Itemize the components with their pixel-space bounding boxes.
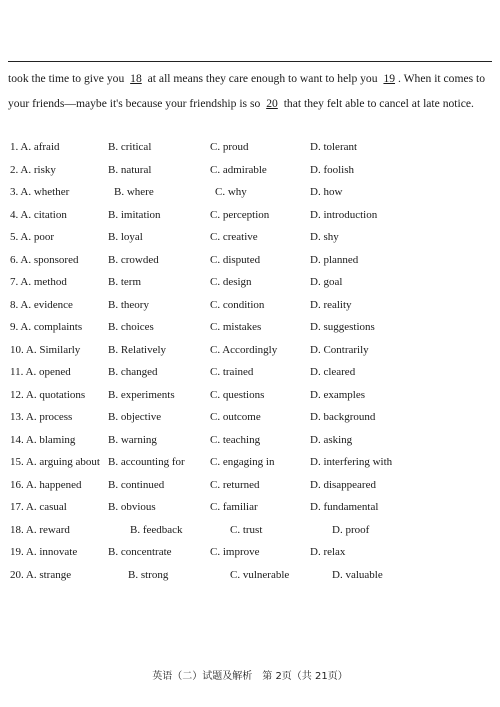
option-text: A. whether [20, 186, 70, 198]
question-number: 5. [10, 231, 19, 243]
question-number: 7. [10, 276, 19, 288]
page-footer: 英语（二）试题及解析 第 2页（共 21页） [152, 671, 348, 682]
option-text: A. method [20, 276, 67, 288]
option-text: A. sponsored [20, 253, 79, 266]
option-a [10, 519, 70, 542]
option-a [10, 339, 80, 362]
question-row [10, 496, 490, 519]
option-c: C. proud [210, 141, 249, 153]
option-text: A. poor [20, 231, 55, 243]
option-a [10, 541, 77, 564]
question-row [10, 519, 490, 542]
option-text: A. complaints [20, 321, 83, 333]
passage-segment-3: . When it comes to your friends—maybe it's because your friendship is so [8, 72, 486, 110]
option-d: D. tolerant [310, 141, 358, 153]
option-c: C. why [215, 186, 247, 198]
question-row [10, 294, 490, 317]
option-a [10, 474, 82, 497]
option-text: A. Similarly [25, 343, 81, 356]
option-a [10, 136, 60, 159]
question-number: 14. [10, 433, 24, 446]
option-d: D. goal [310, 276, 343, 288]
question-row [10, 361, 490, 384]
question-row [10, 406, 490, 429]
option-d: D. fundamental [310, 501, 379, 513]
blank-18: 18 [130, 72, 142, 85]
passage-segment-4: that they felt able to cancel at late notice. [283, 97, 474, 110]
option-c: C. questions [210, 388, 265, 401]
question-number: 8. [10, 298, 19, 311]
option-text: A. casual [25, 501, 67, 513]
question-number: 19. [10, 546, 24, 558]
question-number: 12. [10, 388, 24, 401]
option-a [10, 249, 78, 272]
question-row [10, 249, 490, 272]
option-b: B. critical [108, 141, 152, 153]
option-a [10, 451, 100, 474]
question-number: 11. [10, 366, 24, 378]
option-c: C. trust [230, 523, 263, 536]
option-a [10, 429, 75, 452]
option-c: C. condition [210, 298, 265, 311]
option-d: D. Contrarily [310, 343, 369, 356]
passage-text [8, 66, 492, 116]
top-divider [8, 61, 492, 62]
option-text: A. risky [20, 163, 56, 176]
option-b: B. Relatively [108, 343, 167, 356]
option-b: B. experiments [108, 388, 175, 401]
question-number: 16. [10, 478, 24, 491]
question-row [10, 339, 490, 362]
option-d: D. introduction [310, 208, 378, 221]
question-number: 13. [10, 411, 24, 423]
option-a [10, 226, 54, 249]
option-c: C. creative [210, 231, 258, 243]
question-number: 15. [10, 456, 24, 468]
question-row [10, 226, 490, 249]
question-list [10, 136, 490, 586]
option-b: B. natural [108, 163, 152, 176]
option-c: C. engaging in [210, 456, 275, 468]
option-a [10, 496, 67, 519]
option-text: A. citation [20, 208, 67, 221]
option-b: B. crowded [108, 253, 159, 266]
question-row [10, 429, 490, 452]
option-a [10, 361, 71, 384]
question-row [10, 384, 490, 407]
option-a [10, 406, 72, 429]
option-a [10, 564, 71, 587]
option-d: D. cleared [310, 366, 356, 378]
option-text: A. opened [25, 366, 71, 378]
option-d: D. reality [310, 298, 352, 311]
option-text: A. quotations [25, 388, 86, 401]
option-c: C. perception [210, 208, 270, 221]
question-number: 9. [10, 321, 19, 333]
option-b: B. obvious [108, 501, 156, 513]
option-d: D. how [310, 186, 343, 198]
option-d: D. planned [310, 253, 359, 266]
option-a [10, 204, 67, 227]
option-d: D. interfering with [310, 456, 393, 468]
option-c: C. design [210, 276, 252, 288]
option-d: D. disappeared [310, 478, 376, 491]
option-text: A. strange [25, 568, 72, 581]
option-text: A. reward [25, 523, 70, 536]
option-c: C. returned [210, 478, 260, 491]
option-a [10, 271, 67, 294]
question-number: 20. [10, 568, 24, 581]
option-c: C. teaching [210, 433, 261, 446]
option-c: C. mistakes [210, 321, 262, 333]
question-number: 17. [10, 501, 24, 513]
question-row [10, 316, 490, 339]
question-row [10, 451, 490, 474]
option-b: B. imitation [108, 208, 161, 221]
question-number: 1. [10, 141, 19, 153]
question-number: 2. [10, 163, 19, 176]
option-b: B. objective [108, 411, 162, 423]
option-text: A. happened [25, 478, 82, 491]
option-text: A. evidence [20, 298, 73, 311]
question-row [10, 541, 490, 564]
question-row [10, 181, 490, 204]
option-d: D. asking [310, 433, 353, 446]
passage-segment-1: took the time to give you [8, 72, 125, 85]
question-number: 3. [10, 186, 19, 198]
question-row [10, 204, 490, 227]
option-d: D. proof [332, 523, 370, 536]
question-row [10, 136, 490, 159]
option-c: C. admirable [210, 163, 267, 176]
passage-segment-2: at all means they care enough to want to help you [147, 72, 378, 85]
option-b: B. loyal [108, 231, 143, 243]
option-b: B. accounting for [108, 456, 185, 468]
option-d: D. foolish [310, 163, 354, 176]
option-c: C. improve [210, 546, 260, 558]
option-d: D. background [310, 411, 376, 423]
option-c: C. disputed [210, 253, 261, 266]
option-c: C. vulnerable [230, 568, 290, 581]
option-b: B. where [114, 186, 154, 198]
question-row [10, 271, 490, 294]
question-number: 6. [10, 253, 19, 266]
option-text: A. blaming [25, 433, 76, 446]
question-number: 10. [10, 343, 24, 356]
option-text: A. innovate [25, 546, 78, 558]
question-row [10, 159, 490, 182]
option-text: A. process [25, 411, 73, 423]
option-a [10, 159, 56, 182]
option-text: A. arguing about [25, 456, 100, 468]
option-c: C. familiar [210, 501, 258, 513]
option-a [10, 384, 85, 407]
option-d: D. relax [310, 546, 346, 558]
question-row [10, 474, 490, 497]
option-b: B. choices [108, 321, 154, 333]
option-b: B. warning [108, 433, 157, 446]
blank-19: 19 [383, 72, 396, 85]
option-d: D. shy [310, 231, 339, 243]
option-b: B. term [108, 276, 141, 288]
option-b: B. continued [108, 478, 165, 491]
option-a [10, 181, 69, 204]
question-row [10, 564, 490, 587]
option-c: C. outcome [210, 411, 261, 423]
option-b: B. concentrate [108, 546, 172, 558]
option-d: D. valuable [332, 568, 383, 581]
option-d: D. suggestions [310, 321, 375, 333]
option-c: C. Accordingly [210, 343, 278, 356]
option-b: B. changed [108, 366, 158, 378]
option-b: B. theory [108, 298, 149, 311]
option-b: B. strong [128, 568, 169, 581]
option-a [10, 316, 82, 339]
option-d: D. examples [310, 388, 365, 401]
blank-20: 20 [266, 97, 278, 110]
question-number: 4. [10, 208, 19, 221]
option-a [10, 294, 73, 317]
option-c: C. trained [210, 366, 254, 378]
option-b: B. feedback [130, 523, 183, 536]
question-number: 18. [10, 523, 24, 536]
option-text: A. afraid [20, 141, 60, 153]
